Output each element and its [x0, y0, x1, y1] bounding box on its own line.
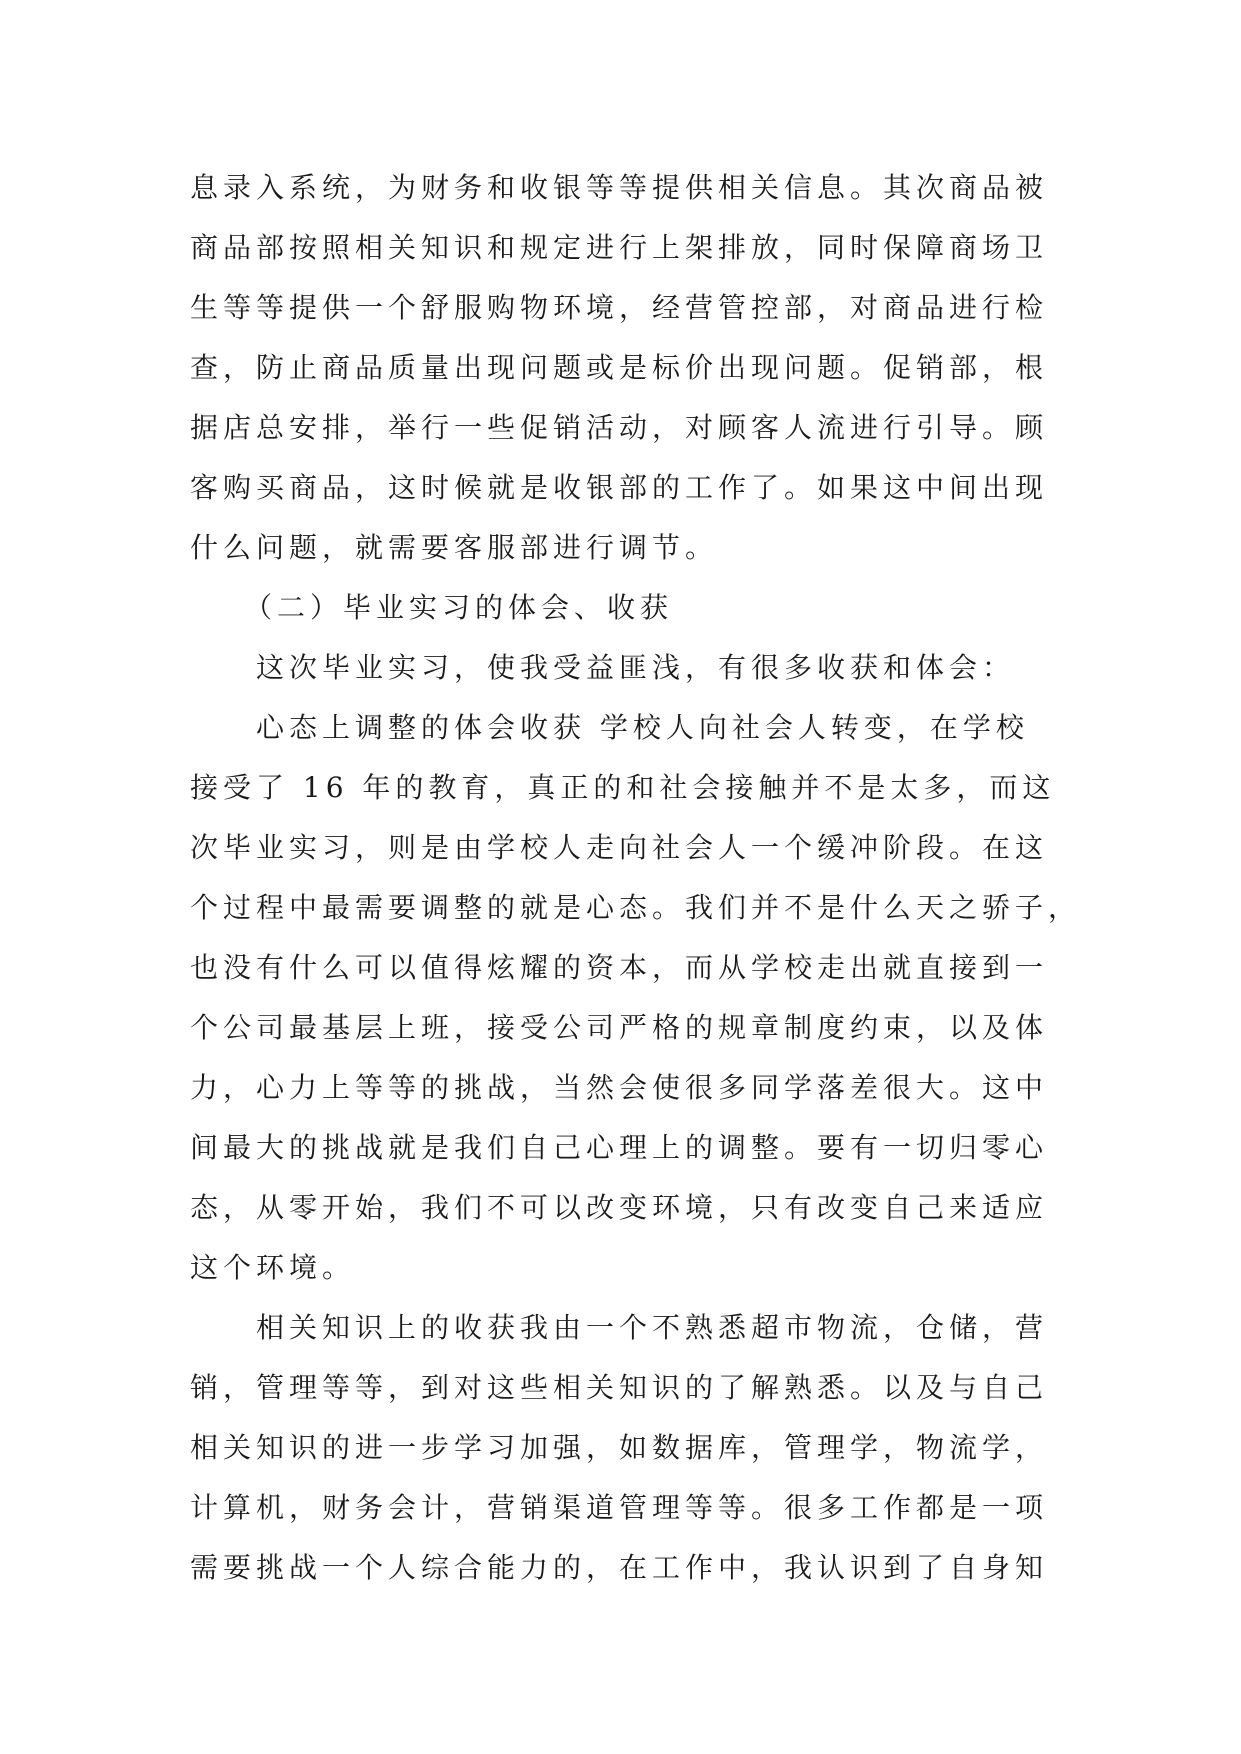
text-line: 生等等提供一个舒服购物环境，经营管控部，对商品进行检 — [190, 291, 1049, 324]
text-line: 个过程中最需要调整的就是心态。我们并不是什么天之骄子， — [190, 891, 1082, 924]
text-line: 这次毕业实习，使我受益匪浅，有很多收获和体会： — [256, 651, 1016, 684]
text-line: 相关知识上的收获我由一个不熟悉超市物流，仓储，营 — [256, 1311, 1049, 1344]
text-line: 次毕业实习，则是由学校人走向社会人一个缓冲阶段。在这 — [190, 831, 1049, 864]
text-line: 客购买商品，这时候就是收银部的工作了。如果这中间出现 — [190, 471, 1049, 504]
text-line: 接受了 16 年的教育，真正的和社会接触并不是太多，而这 — [190, 771, 1056, 804]
section-heading — [190, 578, 1070, 638]
text-line: 间最大的挑战就是我们自己心理上的调整。要有一切归零心 — [190, 1131, 1049, 1164]
text-line: 也没有什么可以值得炫耀的资本，而从学校走出就直接到一 — [190, 951, 1049, 984]
text-line: 这个环境。 — [190, 1251, 356, 1284]
text-line: 据店总安排，举行一些促销活动，对顾客人流进行引导。顾 — [190, 411, 1049, 444]
text-line: 什么问题，就需要客服部进行调节。 — [190, 531, 719, 564]
text-line: 个公司最基层上班，接受公司严格的规章制度约束，以及体 — [190, 1011, 1049, 1044]
paragraph-intro — [190, 638, 1070, 698]
text-line: 商品部按照相关知识和规定进行上架排放，同时保障商场卫 — [190, 231, 1049, 264]
text-line: 力，心力上等等的挑战，当然会使很多同学落差很大。这中 — [190, 1071, 1049, 1104]
text-line: 心态上调整的体会收获 学校人向社会人转变，在学校 — [256, 711, 1029, 744]
text-line: 查，防止商品质量出现问题或是标价出现问题。促销部，根 — [190, 351, 1049, 384]
paragraph-store-operations — [190, 158, 1070, 578]
text-line: 相关知识的进一步学习加强，如数据库，管理学，物流学， — [190, 1431, 1049, 1464]
section-heading-text: （二）毕业实习的体会、收获 — [244, 591, 674, 624]
text-line: 态，从零开始，我们不可以改变环境，只有改变自己来适应 — [190, 1191, 1049, 1224]
text-line: 息录入系统，为财务和收银等等提供相关信息。其次商品被 — [190, 171, 1049, 204]
text-line: 需要挑战一个人综合能力的，在工作中，我认识到了自身知 — [190, 1551, 1049, 1584]
document-body — [190, 158, 1082, 1598]
paragraph-mindset — [190, 698, 1082, 1298]
text-line: 计算机，财务会计，营销渠道管理等等。很多工作都是一项 — [190, 1491, 1049, 1524]
text-line: 销，管理等等，到对这些相关知识的了解熟悉。以及与自己 — [190, 1371, 1049, 1404]
paragraph-knowledge — [190, 1298, 1070, 1598]
